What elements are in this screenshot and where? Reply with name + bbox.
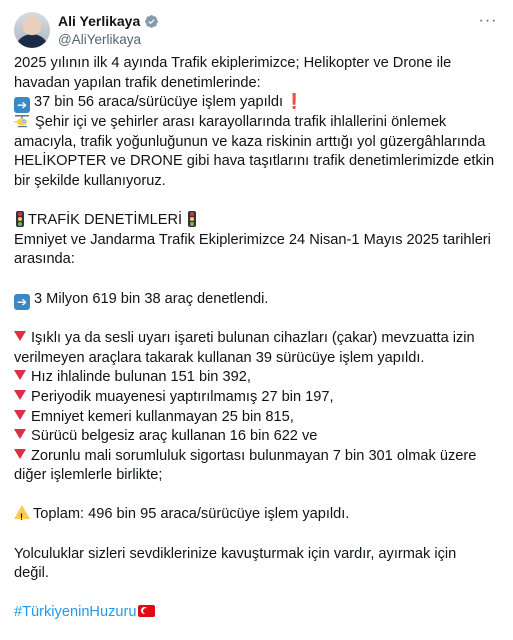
text-span: Sürücü belgesiz araç kullanan 16 bin 622 ve [31, 428, 318, 445]
text-span: Toplam: 496 bin 95 araca/sürücüye işlem yapıldı. [33, 506, 350, 523]
author-handle[interactable]: @AliYerlikaya [58, 32, 141, 47]
text-line: 2025 yılının ilk 4 ayında Trafik ekiplerimizce; Helikopter ve Drone ile [14, 55, 452, 71]
tweet-header [14, 8, 499, 48]
text-span: 37 bin 56 araca/sürücüye işlem yapıldı [34, 94, 284, 111]
text-span: Işıklı ya da sesli uyarı işareti bulunan cihazları (çakar) mevzuatta izin [31, 330, 475, 347]
text-line: değil. [14, 565, 49, 582]
red-triangle-down-icon [14, 370, 26, 380]
section-heading [14, 211, 494, 231]
text-line [14, 447, 494, 467]
text-line [14, 427, 494, 447]
text-line [14, 368, 494, 388]
text-line [14, 388, 494, 408]
text-span: 3 Milyon 619 bin 38 araç denetlendi. [34, 290, 269, 307]
text-line [14, 408, 494, 428]
text-span: Emniyet kemeri kullanmayan 25 bin 815, [31, 408, 294, 425]
more-options-icon[interactable]: ··· [478, 12, 498, 29]
text-line: bir şekilde kullanıyoruz. [14, 172, 166, 189]
red-exclamation-icon: ❗ [285, 94, 304, 111]
text-line: diğer işlemlerle birlikte; [14, 467, 163, 484]
text-span: TRAFİK DENETİMLERİ [28, 212, 183, 229]
red-triangle-down-icon [14, 449, 26, 459]
text-line: Yolculuklar sizleri sevdiklerinize kavuşturmak için vardır, ayırmak için [14, 545, 457, 562]
text-line [14, 290, 494, 310]
text-span: Hız ihlalinde bulunan 151 bin 392, [31, 369, 251, 386]
traffic-light-icon [188, 211, 196, 227]
red-triangle-down-icon [14, 390, 26, 400]
text-line [14, 329, 494, 349]
hashtag-link[interactable]: #TürkiyeninHuzuru [14, 604, 137, 621]
text-span: Şehir içi ve şehirler arası karayollarında trafik ihlallerini önlemek [35, 114, 447, 131]
tweet-text [14, 54, 494, 623]
hashtag-line [14, 603, 494, 623]
text-line: havadan yapılan trafik denetimlerinde: [14, 74, 261, 91]
text-line: Emniyet ve Jandarma Trafik Ekiplerimizce 24 Nisan-1 Mayıs 2025 tarihleri [14, 231, 491, 248]
red-triangle-down-icon [14, 331, 26, 341]
helicopter-icon [14, 114, 30, 128]
text-line: amacıyla, trafik yoğunluğunun ve kaza riskinin arttığı yol güzergâhlarında [14, 133, 486, 150]
author-name[interactable]: Ali Yerlikaya [58, 13, 141, 29]
red-triangle-down-icon [14, 410, 26, 420]
author-block [58, 13, 159, 48]
red-triangle-down-icon [14, 429, 26, 439]
text-line [14, 93, 494, 113]
text-span: Zorunlu mali sorumluluk sigortası bulunmayan 7 bin 301 olmak üzere [31, 447, 477, 464]
warning-icon: ! [14, 505, 30, 519]
turkey-flag-icon [138, 605, 155, 617]
text-line: arasında: [14, 251, 75, 268]
text-line [14, 505, 494, 525]
text-span: Periyodik muayenesi yaptırılmamış 27 bin 197, [31, 388, 334, 405]
verified-badge-icon [144, 14, 159, 29]
right-arrow-icon: ➔ [14, 294, 30, 310]
avatar[interactable] [14, 12, 50, 48]
traffic-light-icon [16, 211, 24, 227]
text-line: verilmeyen araçlara takarak kullanan 39 sürücüye işlem yapıldı. [14, 349, 425, 366]
text-line [14, 113, 494, 133]
text-line: HELİKOPTER ve DRONE gibi hava taşıtlarını trafik denetimlerimizde etkin [14, 153, 495, 170]
right-arrow-icon: ➔ [14, 97, 30, 113]
